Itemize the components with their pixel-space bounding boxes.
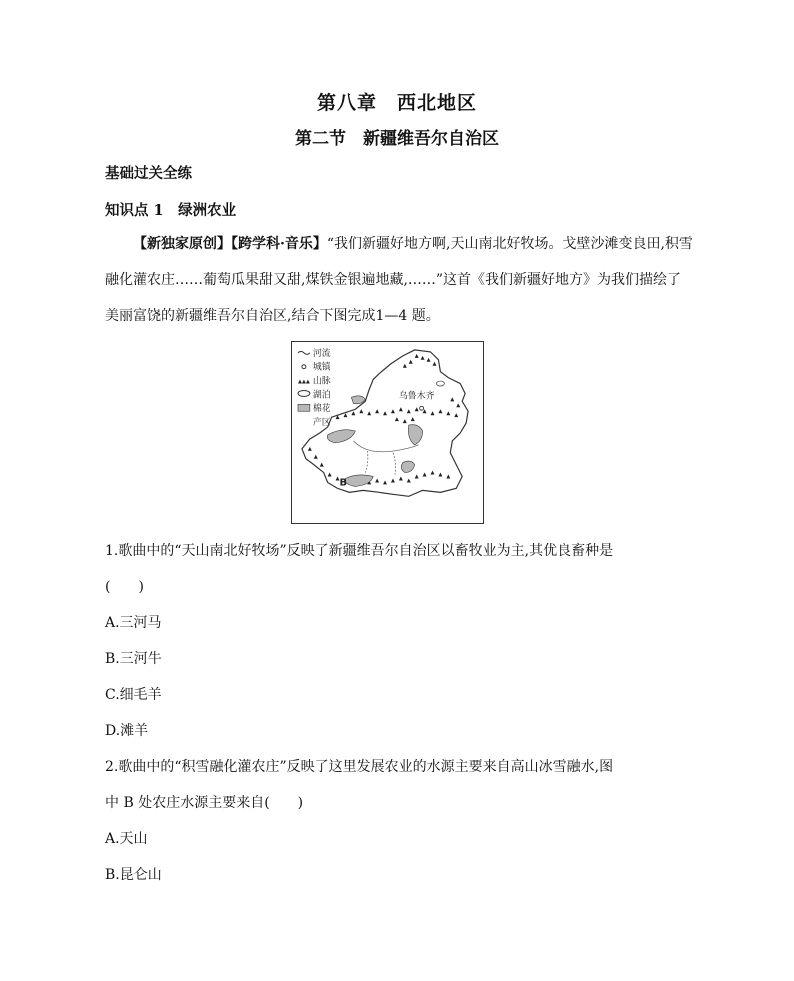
map-legend	[298, 347, 332, 428]
hotan-river	[365, 451, 368, 473]
question-1-option-a[interactable]: A.三河马	[105, 615, 162, 631]
cotton-legend-icon	[298, 404, 310, 411]
legend-river: 河流	[312, 348, 331, 359]
urumqi-city-icon	[420, 406, 424, 410]
urumqi-label: 乌鲁木齐	[398, 391, 435, 402]
city-legend-icon	[302, 365, 306, 369]
question-1-option-c[interactable]: C.细毛羊	[105, 687, 162, 703]
intro-tag-original: 【新独家原创】	[133, 236, 231, 252]
legend-mountain: 山脉	[312, 376, 331, 387]
tarim-river	[353, 441, 418, 452]
intro-text: “我们新疆好地方啊,天山南北好牧场。戈壁沙滩变良田,积雪融化灌农庄……葡萄瓜果甜又甜,煤铁金银遍地藏,……”这首《我们新疆好地方》为我们描绘了美丽富饶的新疆维吾尔自治区,结合下图完成1—4 题。	[105, 236, 693, 324]
chapter-title: 第八章 西北地区	[316, 92, 477, 114]
yarkand-river	[393, 453, 396, 475]
section-title: 第二节 新疆维吾尔自治区	[295, 129, 499, 149]
question-1-stem: 1.歌曲中的“天山南北好牧场”反映了新疆维吾尔自治区以畜牧业为主,其优良畜种是	[105, 543, 614, 559]
practice-heading: 基础过关全练	[105, 165, 192, 182]
legend-city: 城镇	[312, 362, 331, 373]
lake-legend-icon	[298, 390, 310, 396]
point-b-label: B	[339, 477, 348, 489]
question-2-stem-cont: 中 B 处农庄水源主要来自( )	[105, 795, 304, 811]
intro-tag-interdisciplinary: 【跨学科·音乐】	[231, 236, 327, 252]
cotton-area-korla	[408, 425, 422, 445]
intro-paragraph	[105, 226, 695, 334]
map-svg	[292, 342, 483, 523]
river-legend-icon	[298, 351, 310, 354]
altai-mountains-icon	[403, 354, 437, 368]
legend-cotton: 棉花	[312, 404, 331, 415]
cotton-areas	[327, 396, 422, 487]
cotton-area-kashgar	[345, 475, 373, 486]
question-1-option-b[interactable]: B.三河牛	[105, 651, 162, 667]
knowledge-point-heading: 知识点 1 绿洲农业	[105, 202, 237, 219]
legend-lake: 湖泊	[312, 390, 331, 401]
mountain-legend-icon	[298, 380, 310, 384]
xinjiang-map	[291, 341, 484, 524]
cotton-area-hotan	[401, 461, 414, 472]
question-1-blank: ( )	[105, 579, 144, 595]
kunlun-mountains-icon	[308, 447, 450, 485]
question-1-option-d[interactable]: D.滩羊	[105, 723, 149, 739]
question-2-stem: 2.歌曲中的“积雪融化灌农庄”反映了这里发展农业的水源主要来自高山冰雪融水,图	[105, 759, 614, 775]
lake-icon	[436, 381, 444, 386]
question-2-option-a[interactable]: A.天山	[105, 831, 148, 847]
legend-production-area: 产区	[312, 418, 331, 429]
cotton-area-aksu	[327, 430, 355, 443]
question-2-option-b[interactable]: B.昆仑山	[105, 867, 162, 883]
